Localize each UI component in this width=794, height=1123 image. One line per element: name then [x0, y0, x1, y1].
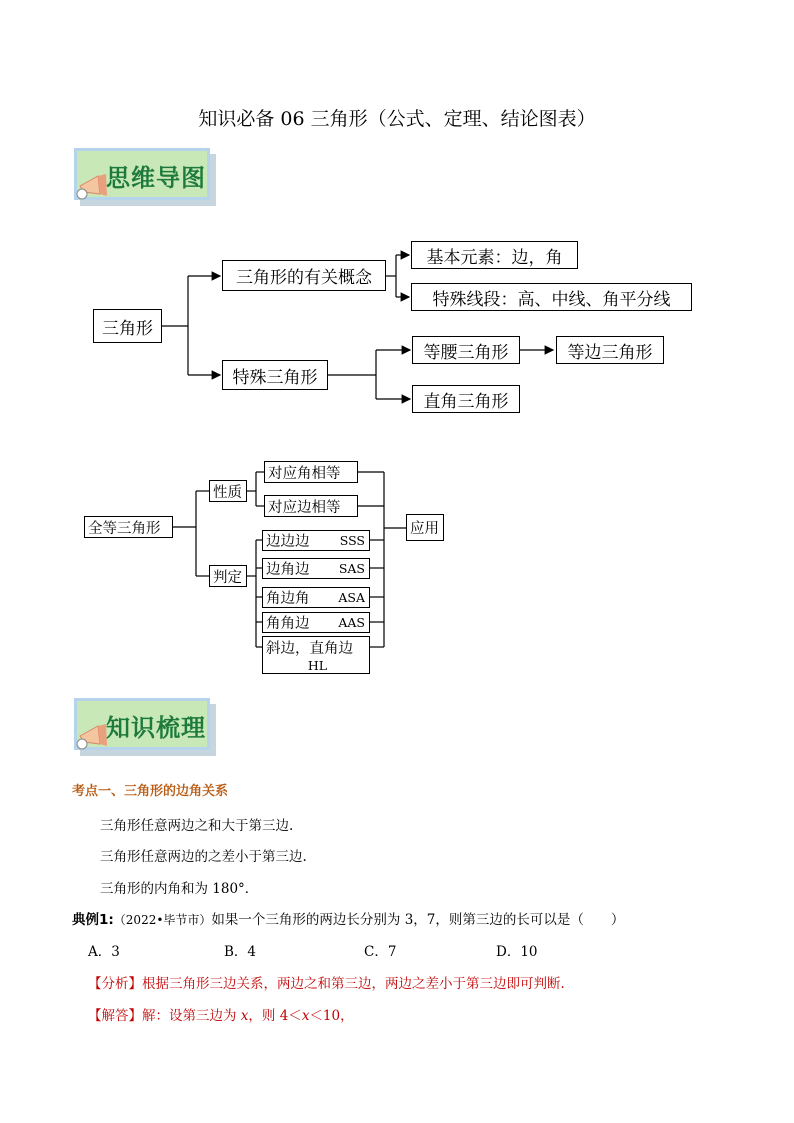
hl-label: 斜边，直角边	[266, 641, 353, 657]
sss-label: 边边边	[266, 534, 310, 550]
node-apply: 应用	[406, 514, 444, 541]
node-isosceles: 等腰三角形	[412, 336, 520, 364]
answer-tag: 【解答】	[88, 1008, 142, 1024]
sas-label: 边角边	[266, 562, 310, 578]
node-equilateral: 等边三角形	[556, 336, 664, 364]
analysis-text: 根据三角形三边关系，两边之和第三边，两边之差小于第三边即可判断.	[142, 976, 565, 992]
node-aas	[262, 612, 370, 633]
option-b: B．4	[224, 944, 257, 960]
answer-post: ＜10，	[309, 1008, 354, 1024]
node-special-lines: 特殊线段：高、中线、角平分线	[411, 283, 692, 311]
page-title: 知识必备 06 三角形（公式、定理、结论图表）	[198, 108, 596, 130]
example-text: 如果一个三角形的两边长分别为 3，7，则第三边的长可以是（ ）	[211, 912, 625, 928]
option-c: C．7	[364, 944, 397, 960]
example-label: 典例1:	[72, 912, 114, 928]
analysis	[88, 972, 565, 992]
node-right-triangle: 直角三角形	[412, 385, 520, 413]
asa-code: ASA	[338, 590, 365, 605]
rule-3: 三角形的内角和为 180°．	[100, 881, 259, 897]
rule-1: 三角形任意两边之和大于第三边.	[100, 818, 294, 834]
node-special-triangle: 特殊三角形	[222, 360, 328, 390]
example-source: （2022•毕节市）	[113, 913, 212, 927]
aas-label: 角角边	[266, 616, 310, 632]
sss-code: SSS	[339, 533, 365, 548]
node-basic-elements: 基本元素：边，角	[411, 241, 578, 269]
node-sss	[262, 530, 370, 551]
megaphone-icon	[76, 722, 110, 752]
answer-mid: ，则 4＜	[248, 1008, 302, 1024]
hl-code: HL	[307, 658, 328, 673]
sas-code: SAS	[338, 561, 365, 576]
rule-2: 三角形任意两边的之差小于第三边.	[100, 849, 307, 865]
section-heading: 考点一、三角形的边角关系	[72, 784, 229, 799]
knowledge-badge-label: 知识梳理	[106, 714, 206, 742]
answer-var2: x	[301, 1008, 310, 1024]
node-corr-angles: 对应角相等	[264, 461, 358, 483]
answer-var: x	[240, 1008, 249, 1024]
example-question	[72, 908, 624, 928]
node-congruent: 全等三角形	[84, 516, 173, 538]
node-triangle: 三角形	[93, 309, 162, 343]
node-judge: 判定	[209, 565, 247, 587]
mindmap-badge-label: 思维导图	[106, 164, 206, 192]
node-asa	[262, 587, 370, 608]
node-concepts: 三角形的有关概念	[222, 260, 386, 291]
option-d: D．10	[496, 944, 538, 960]
analysis-tag: 【分析】	[88, 976, 142, 992]
node-corr-sides: 对应边相等	[264, 495, 358, 517]
node-sas	[262, 558, 370, 579]
option-a: A．3	[88, 944, 120, 960]
answer-pre: 解：设第三边为	[142, 1008, 241, 1024]
answer	[88, 1004, 354, 1024]
node-hl	[262, 636, 370, 674]
asa-label: 角边角	[266, 591, 310, 607]
node-property: 性质	[209, 480, 247, 502]
knowledge-badge	[74, 698, 216, 756]
aas-code: AAS	[338, 615, 365, 630]
